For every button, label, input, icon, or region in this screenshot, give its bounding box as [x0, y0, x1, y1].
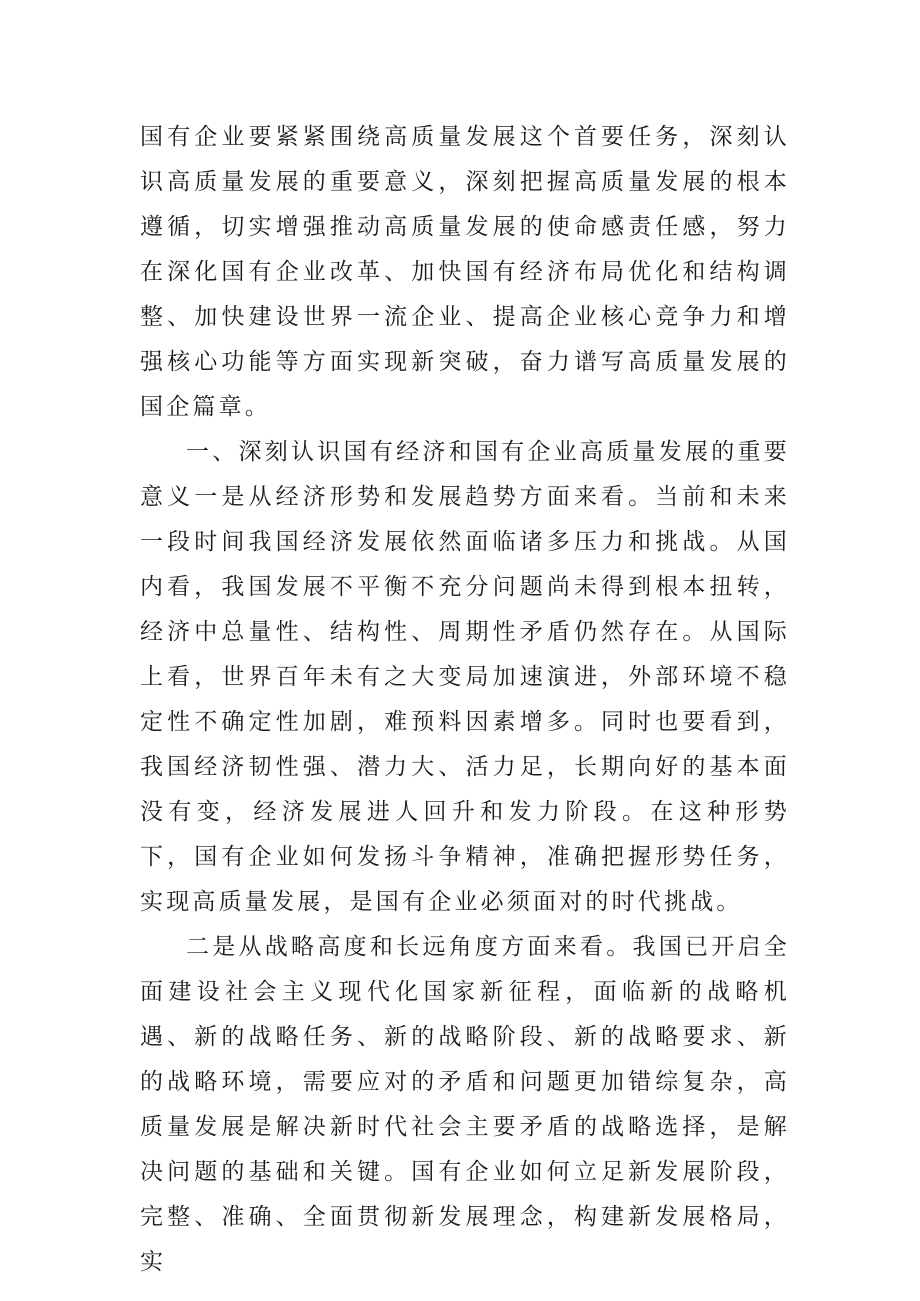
- paragraph-intro: 国有企业要紧紧围绕高质量发展这个首要任务，深刻认识高质量发展的重要意义，深刻把握高质量发展的根本遵循，切实增强推动高质量发展的使命感责任感，努力在深化国有企业改革、加快国有经济布局优化和结构调整、加快建设世界一流企业、提高企业核心竞争力和增强核心功能等方面实现新突破，奋力谱写高质量发展的国企篇章。: [140, 124, 790, 420]
- paragraph-point-two: 二是从战略高度和长远角度方面来看。我国已开启全面建设社会主义现代化国家新征程，面临新的战略机遇、新的战略任务、新的战略阶段、新的战略要求、新的战略环境，需要应对的矛盾和问题更加错综复杂，高质量发展是解决新时代社会主要矛盾的战略选择，是解决问题的基础和关键。国有企业如何立足新发展阶段，完整、准确、全面贯彻新发展理念，构建新发展格局，实: [140, 934, 790, 1275]
- paragraph-section-one: 一、深刻认识国有经济和国有企业高质量发展的重要意义一是从经济形势和发展趋势方面来看。当前和未来一段时间我国经济发展依然面临诸多压力和挑战。从国内看，我国发展不平衡不充分问题尚未得到根本扭转，经济中总量性、结构性、周期性矛盾仍然存在。从国际上看，世界百年未有之大变局加速演进，外部环境不稳定性不确定性加剧，难预料因素增多。同时也要看到，我国经济韧性强、潜力大、活力足，长期向好的基本面没有变，经济发展进人回升和发力阶段。在这种形势下，国有企业如何发扬斗争精神，准确把握形势任务，实现高质量发展，是国有企业必须面对的时代挑战。: [140, 439, 790, 915]
- document-body: [140, 115, 790, 1285]
